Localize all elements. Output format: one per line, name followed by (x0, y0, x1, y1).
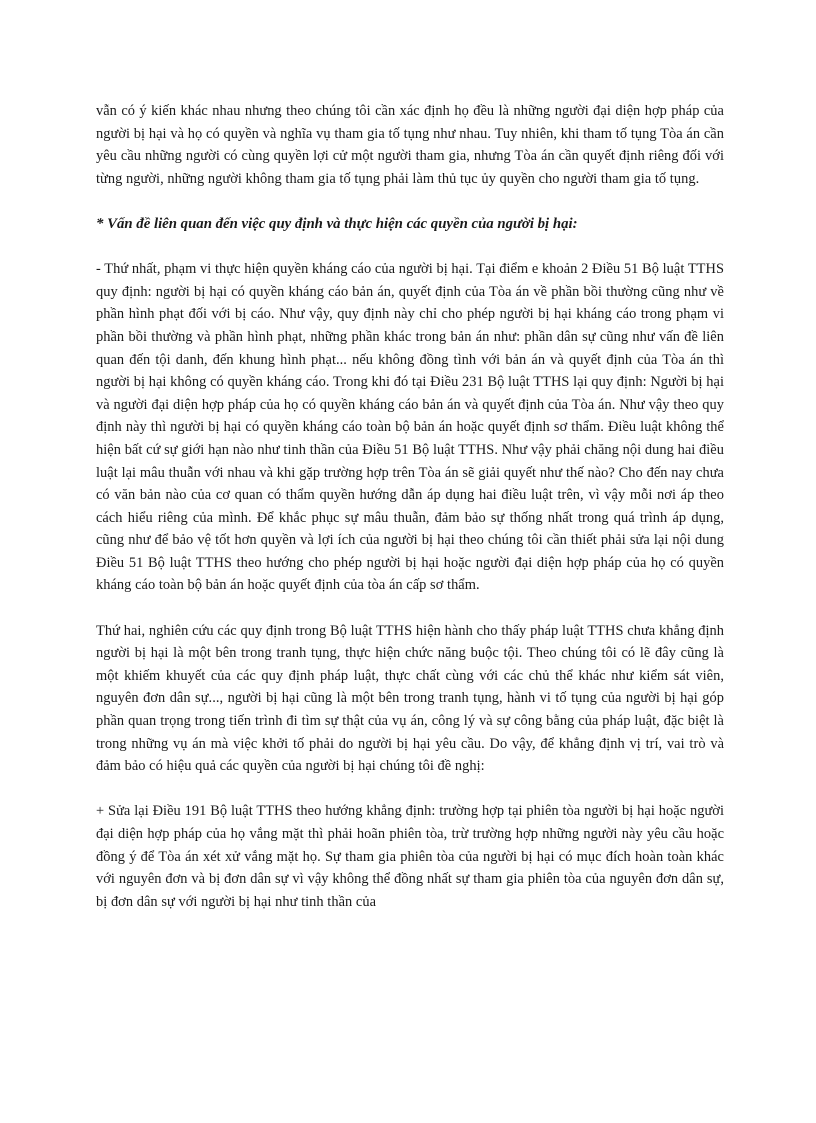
paragraph-second-point: Thứ hai, nghiên cứu các quy định trong Bộ luật TTHS hiện hành cho thấy pháp luật TTHS chưa khẳng định người bị hại là một bên trong tranh tụng, thực hiện chức năng buộc tội. Theo chúng tôi có lẽ đây cũng là một khiếm khuyết của các quy định pháp luật, thực chất cùng với các chủ thể khác như kiểm sát viên, nguyên đơn dân sự..., người bị hại cũng là một bên trong tranh tụng, hành vi tố tụng của người bị hại góp phần quan trọng trong tiến trình đi tìm sự thật của vụ án, công lý và sự công bằng của pháp luật, đặc biệt là trong những vụ án mà việc khởi tố phải do người bị hại yêu cầu. Do vậy, để khẳng định vị trí, vai trò và đảm bảo có hiệu quả các quyền của người bị hại chúng tôi đề nghị: (96, 622, 724, 775)
paragraph-representatives: vẫn có ý kiến khác nhau nhưng theo chúng tôi cần xác định họ đều là những người đại diện hợp pháp của người bị hại và họ có quyền và nghĩa vụ tham gia tố tụng như nhau. Tuy nhiên, khi tham tố tụng Tòa án cần yêu cầu những người có cùng quyền lợi cử một người tham gia, nhưng Tòa án cần quyết định riêng đối với từng người, những người không tham gia tố tụng phải làm thủ tục ủy quyền cho người tham gia tố tụng. (96, 103, 724, 187)
document-page (96, 100, 724, 936)
paragraph-appeal-scope: - Thứ nhất, phạm vi thực hiện quyền kháng cáo của người bị hại. Tại điểm e khoản 2 Điều 51 Bộ luật TTHS quy định: người bị hại có quyền kháng cáo bản án, quyết định của Tòa án về phần bồi thường cũng như về phần hình phạt đối với bị cáo. Như vậy, quy định này chỉ cho phép người bị hại kháng cáo trong phạm vi phần bồi thường và phần hình phạt, những phần khác trong bản án như: phần dân sự cũng như vấn đề liên quan đến tội danh, đến khung hình phạt... nếu không đồng tình với bản án và quyết định của Tòa án thì người bị hại không có quyền kháng cáo. Trong khi đó tại Điều 231 Bộ luật TTHS lại quy định: Người bị hại và người đại diện hợp pháp của họ có quyền kháng cáo bản án và quyết định của Tòa án. Như vậy theo quy định này thì người bị hại có quyền kháng cáo toàn bộ bản án hoặc quyết định sơ thẩm. Điều luật không thể hiện bất cứ sự giới hạn nào như tinh thần của Điều 51 Bộ luật TTHS. Như vậy phải chăng nội dung hai điều luật lại mâu thuẫn với nhau và khi gặp trường hợp trên Tòa án sẽ giải quyết như thế nào? Cho đến nay chưa có văn bản nào của cơ quan có thẩm quyền hướng dẫn áp dụng hai điều luật trên, vì vậy mỗi nơi áp theo cách hiểu riêng của mình. Để khắc phục sự mâu thuẫn, đảm bảo sự thống nhất trong quá trình áp dụng, cũng như để bảo vệ tốt hơn quyền và lợi ích của người bị hại theo chúng tôi cần thiết phải sửa lại nội dung Điều 51 Bộ luật TTHS theo hướng cho phép người bị hại hoặc người đại diện hợp pháp của họ có quyền kháng cáo toàn bộ bản án hoặc quyết định của tòa án cấp sơ thẩm. (96, 261, 724, 594)
paragraph-amend-article-191: + Sửa lại Điều 191 Bộ luật TTHS theo hướng khẳng định: trường hợp tại phiên tòa người bị hại hoặc người đại diện hợp pháp của họ vắng mặt thì phải hoãn phiên tòa, trừ trường hợp những người này yêu cầu hoặc đồng ý để Tòa án xét xử vắng mặt họ. Sự tham gia phiên tòa của người bị hại có mục đích hoàn toàn khác với nguyên đơn và bị đơn dân sự vì vậy không thể đồng nhất sự tham gia phiên tòa của nguyên đơn dân sự, bị đơn dân sự với người bị hại như tinh thần của (96, 803, 724, 910)
section-heading: * Vấn đề liên quan đến việc quy định và thực hiện các quyền của người bị hại: (96, 215, 578, 232)
